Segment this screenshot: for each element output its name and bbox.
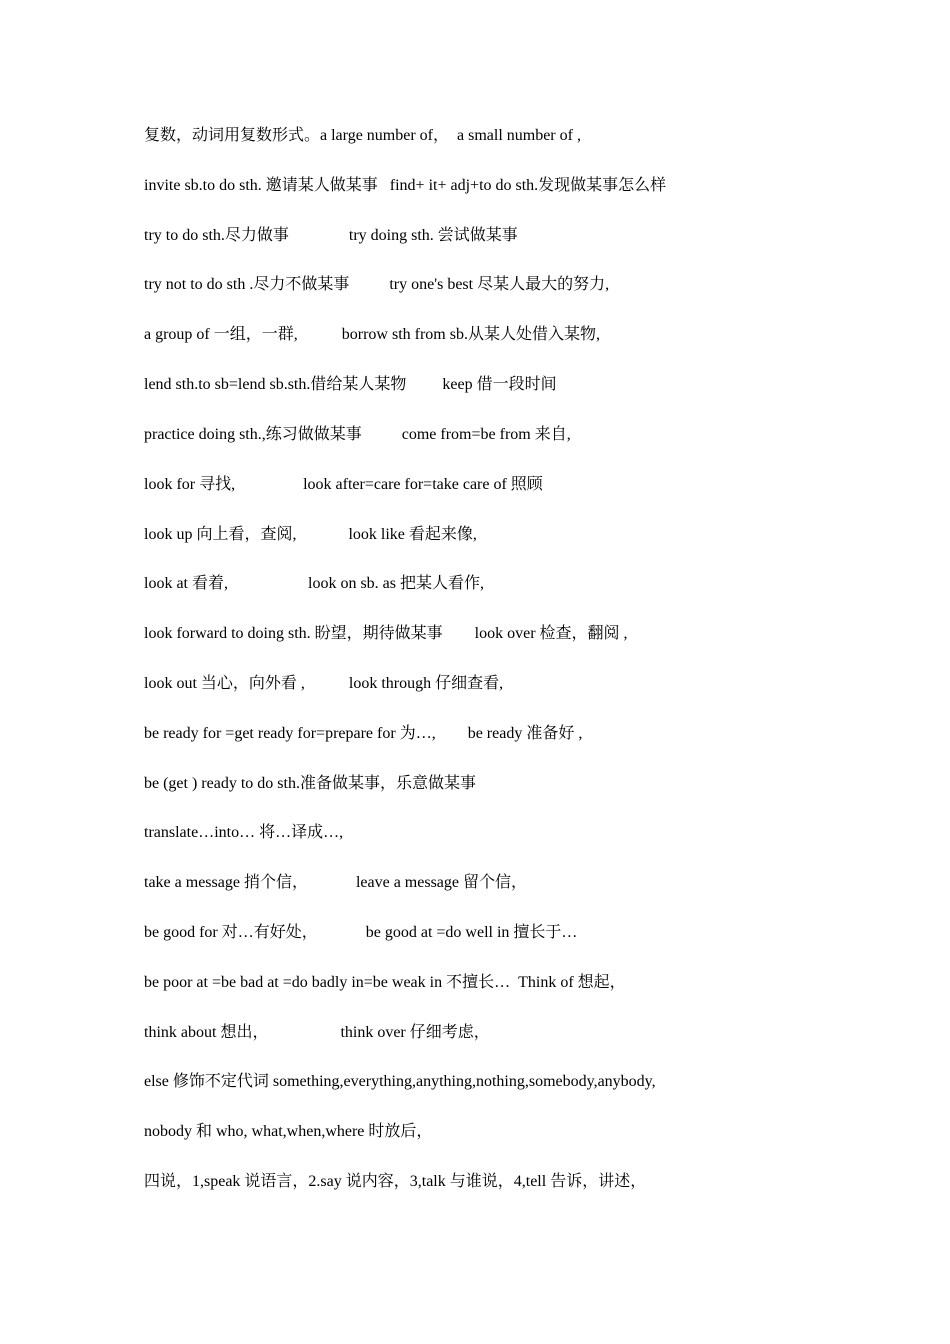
text-line: translate…into… 将…译成…,	[144, 824, 344, 841]
text-line: think about 想出， think over 仔细考虑，	[144, 1024, 490, 1041]
text-line: be (get ) ready to do sth.准备做某事，乐意做某事	[144, 775, 476, 792]
text-line: nobody 和 who, what,when,where 时放后，	[144, 1123, 433, 1140]
text-line: practice doing sth.,练习做做某事 come from=be from 来自,	[144, 426, 571, 443]
text-line: 四说，1,speak 说语言，2.say 说内容，3,talk 与谁说，4,tell 告诉，讲述，	[144, 1173, 647, 1190]
text-line: look for 寻找, look after=care for=take care of 照顾	[144, 476, 543, 493]
text-line: a group of 一组，一群, borrow sth from sb.从某人处借入某物,	[144, 326, 600, 343]
text-line: try not to do sth .尽力不做某事 try one's best 尽某人最大的努力,	[144, 276, 610, 293]
text-line: 复数，动词用复数形式。a large number of， a small number of ,	[144, 127, 581, 144]
text-line: look at 看着, look on sb. as 把某人看作,	[144, 575, 484, 592]
text-line: be poor at =be bad at =do badly in=be weak in 不擅长… Think of 想起，	[144, 974, 626, 991]
text-line: be good for 对…有好处， be good at =do well in 擅长于…	[144, 924, 578, 941]
text-line: take a message 捎个信， leave a message 留个信，	[144, 874, 528, 891]
text-line: else 修饰不定代词 something,everything,anything,nothing,somebody,anybody,	[144, 1073, 656, 1090]
text-line: look forward to doing sth. 盼望，期待做某事 look over 检查，翻阅 ,	[144, 625, 628, 642]
text-line: invite sb.to do sth. 邀请某人做某事 find+ it+ adj+to do sth.发现做某事怎么样	[144, 177, 667, 194]
text-line: lend sth.to sb=lend sb.sth.借给某人某物 keep 借一段时间	[144, 376, 557, 393]
text-line: try to do sth.尽力做事 try doing sth. 尝试做某事	[144, 227, 518, 244]
text-line: look out 当心，向外看 , look through 仔细查看,	[144, 675, 504, 692]
text-line: be ready for =get ready for=prepare for 为…, be ready 准备好 ,	[144, 725, 583, 742]
text-line: look up 向上看，查阅, look like 看起来像,	[144, 526, 477, 543]
